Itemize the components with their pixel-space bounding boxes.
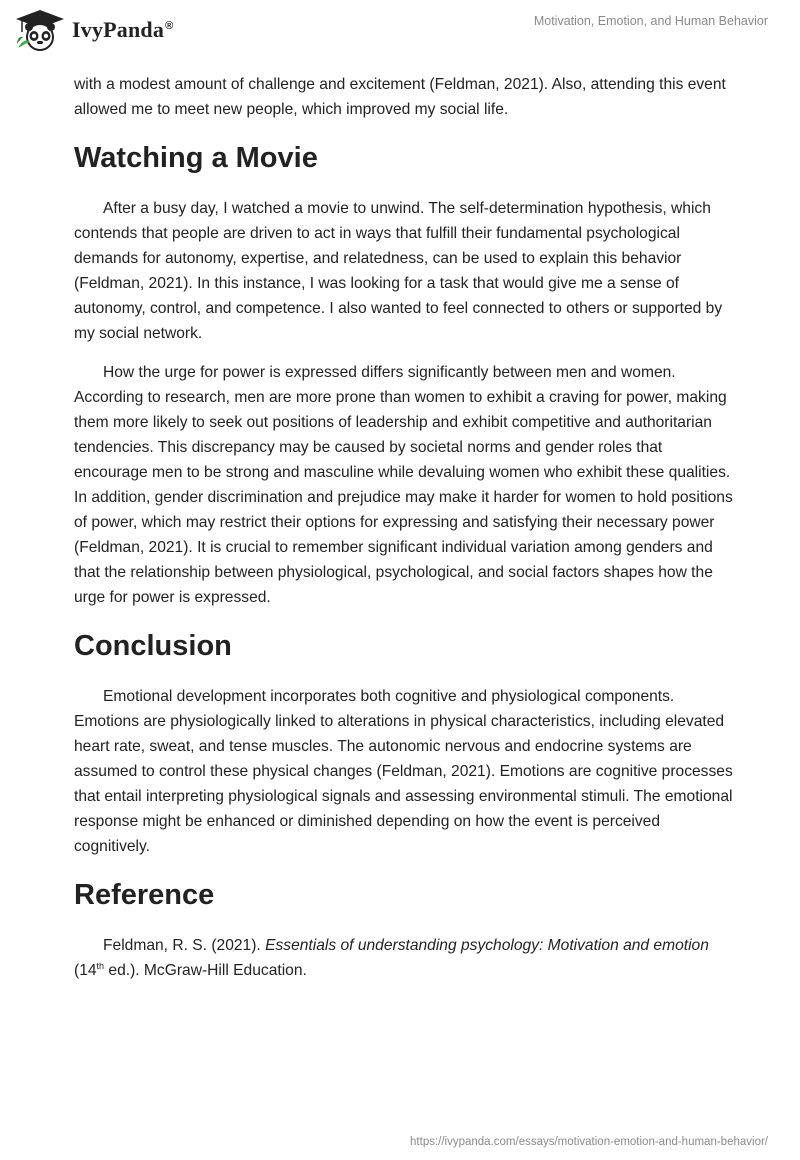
movie-paragraph-2: How the urge for power is expressed differs significantly between men and women. According to research, men are more prone than women to exhibit a craving for power, making them more likely to seek out positions of leadership and exhibit competitive and authoritarian tendencies. This discrepancy may be caused by societal norms and gender roles that encourage men to be strong and masculine while devaluing women who exhibit these qualities. In addition, gender discrimination and prejudice may make it harder for women to hold positions of power, which may restrict their options for expressing and satisfying their necessary power (Feldman, 2021). It is crucial to remember significant individual variation among genders and that the relationship between physiological, psychological, and social factors shapes how the urge for power is expressed. (74, 364, 733, 606)
movie-paragraph-1: After a busy day, I watched a movie to unwind. The self-determination hypothesis, which contends that people are driven to act in ways that fulfill their fundamental psychological demands for autonomy, expertise, and relatedness, can be used to explain this behavior (Feldman, 2021). In this instance, I was looking for a task that would give me a sense of autonomy, control, and competence. I also wanted to feel connected to others or supported by my social network. (74, 200, 723, 342)
page-header (0, 0, 800, 60)
brand-text: IvyPanda (72, 17, 165, 42)
citation-edition-open: (14 (74, 962, 97, 979)
brand-name (72, 17, 173, 43)
source-url-link[interactable]: https://ivypanda.com/essays/motivation-emotion-and-human-behavior/ (410, 1136, 768, 1148)
panda-graduate-icon (14, 8, 66, 52)
citation-publisher: ed.). McGraw-Hill Education. (104, 962, 307, 979)
brand-registered-mark: ® (165, 19, 174, 32)
heading-conclusion: Conclusion (74, 630, 232, 662)
citation-title: Essentials of understanding psychology: Motivation and emotion (265, 937, 709, 954)
citation-edition-superscript: th (96, 960, 105, 971)
brand-logo[interactable] (14, 8, 173, 52)
document-body (74, 72, 734, 997)
citation-author-year: Feldman, R. S. (2021). (103, 937, 266, 954)
reference-entry (74, 933, 734, 983)
intro-paragraph: with a modest amount of challenge and excitement (Feldman, 2021). Also, attending this event allowed me to meet new people, which improved my social life. (74, 76, 726, 118)
heading-reference: Reference (74, 879, 215, 911)
heading-watching-a-movie: Watching a Movie (74, 142, 318, 174)
running-title: Motivation, Emotion, and Human Behavior (533, 14, 768, 28)
conclusion-paragraph: Emotional development incorporates both cognitive and physiological components. Emotions are physiologically linked to alterations in physical characteristics, including elevated heart rate, sweat, and tense muscles. The autonomic nervous and endocrine systems are assumed to control these physical changes (Feldman, 2021). Emotions are cognitive processes that entail interpreting physiological signals and assessing environmental stimuli. The emotional response might be enhanced or diminished depending on how the event is perceived cognitively. (74, 688, 733, 855)
